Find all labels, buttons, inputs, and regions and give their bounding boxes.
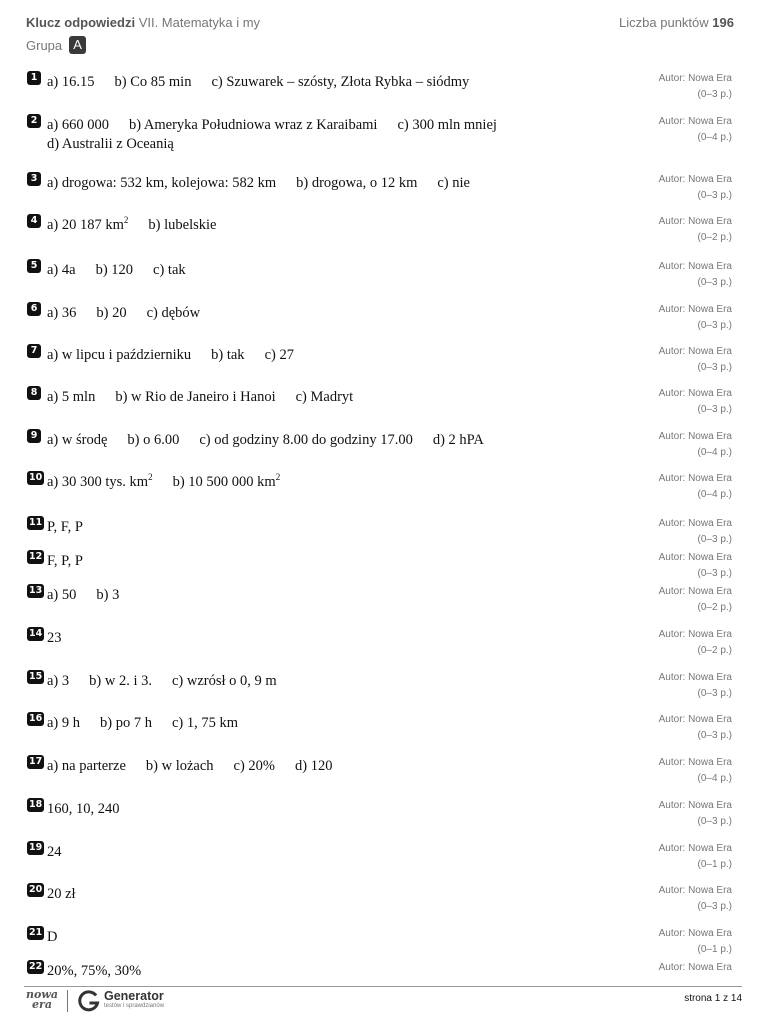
author-label: Autor: Nowa Era [658,518,732,529]
answer-text [47,885,602,904]
answer-part: c) wzrósł o 0, 9 m [171,673,277,689]
points-range: (0–3 p.) [697,362,732,373]
question-number-badge: 18 [29,799,43,810]
answer-text [47,800,602,819]
document-title-rest: VII. Matematyka i my [138,15,261,30]
question-number-badge: 12 [29,551,43,562]
answer-part: a) 50 [47,587,77,603]
answer-part: a) 20 187 $km^2$ [47,215,129,233]
answer-part: b) lubelskie [148,217,217,233]
answer-meta [592,798,732,830]
answer-part: b) w 2. i 3. [89,673,152,689]
points-range: (0–4 p.) [697,773,732,784]
author-label: Autor: Nowa Era [658,629,732,640]
answer-part: a) 5 mln [47,389,96,405]
answer-part: c) tak [153,262,186,278]
answer-part: c) Szuwarek – szósty, Złota Rybka – siódmy [211,74,470,90]
answer-part: a) 660 000 [47,117,110,133]
answer-meta [592,71,732,103]
question-number-badge: 17 [29,756,43,767]
generator-logo [104,990,164,1010]
answer-part: a) 3 [47,673,70,689]
answer-text [47,216,602,235]
answer-part: b) 10 500 000 $km^2$ [172,472,281,490]
answer-text [47,388,602,407]
answer-meta [592,584,732,616]
answer-text [47,586,602,605]
answer-meta [592,960,732,976]
question-number-badge: 7 [27,344,41,358]
points-range: (0–3 p.) [697,568,732,579]
answer-part: c) 300 mln mniej [397,117,497,133]
answer-text [47,552,602,571]
nowa-era-logo: nowa era [26,988,58,1011]
answer-text [47,518,602,537]
points-range: (0–3 p.) [697,816,732,827]
generator-logo-icon [77,989,101,1013]
points-label: Liczba punktów [619,15,709,30]
answer-meta [592,550,732,582]
points-range: (0–3 p.) [697,688,732,699]
answer-text [47,346,602,365]
author-label: Autor: Nowa Era [658,757,732,768]
answer-part: b) tak [211,347,245,363]
answer-part: b) Ameryka Południowa wraz z Karaibami [129,117,378,133]
question-number-badge: 13 [29,585,43,596]
answer-text [47,174,602,193]
points-value: 196 [712,15,734,30]
answer-part: c) Madryt [295,389,354,405]
question-number-badge: 15 [29,671,43,682]
group-label: Grupa [26,37,63,53]
question-number-badge: 5 [27,259,41,273]
author-label: Autor: Nowa Era [658,928,732,939]
points-range: (0–3 p.) [697,404,732,415]
author-label: Autor: Nowa Era [658,431,732,442]
document-title [26,15,260,30]
answer-part: a) 16.15 [47,74,95,90]
author-label: Autor: Nowa Era [658,672,732,683]
author-label: Autor: Nowa Era [658,843,732,854]
author-label: Autor: Nowa Era [658,388,732,399]
page-number: strona 1 z 14 [684,993,742,1004]
question-number-badge: 8 [27,386,41,400]
points-range: (0–4 p.) [697,489,732,500]
points-range: (0–1 p.) [697,859,732,870]
answer-part: 160, 10, 240 [47,801,120,817]
answer-text [47,431,602,450]
question-number-badge: 22 [29,961,43,972]
answer-part: d) Australii z Oceanią [47,136,174,152]
answer-part: d) 2 hPA [432,432,484,448]
answer-part: b) o 6.00 [127,432,180,448]
document-title-bold: Klucz odpowiedzi [26,15,136,30]
answer-text [47,473,602,492]
answer-part: b) w Rio de Janeiro i Hanoi [115,389,276,405]
answer-part: a) 4a [47,262,76,278]
question-number-badge: 11 [29,517,43,528]
points-range: (0–2 p.) [697,645,732,656]
answer-meta [592,516,732,548]
points-range: (0–3 p.) [697,89,732,100]
answer-part: a) na parterze [47,758,126,774]
answer-part: 23 [47,630,62,646]
answer-part: c) nie [437,175,470,191]
answer-meta [592,627,732,659]
points-range: (0–3 p.) [697,320,732,331]
answer-text [47,116,602,154]
points-summary [619,15,734,30]
author-label: Autor: Nowa Era [658,261,732,272]
points-range: (0–4 p.) [697,447,732,458]
author-label: Autor: Nowa Era [658,174,732,185]
question-number-badge: 21 [29,927,43,938]
author-label: Autor: Nowa Era [658,962,732,973]
group-indicator [26,36,86,54]
generator-logo-subtitle: testów i sprawdzianów [104,1003,165,1009]
answer-meta [592,429,732,461]
answer-text [47,261,602,280]
answer-meta [592,214,732,246]
answer-text [47,629,602,648]
points-range: (0–1 p.) [697,944,732,955]
answer-meta [592,302,732,334]
author-label: Autor: Nowa Era [658,800,732,811]
footer-divider [24,986,742,987]
question-number-badge: 3 [27,172,41,186]
answer-meta [592,670,732,702]
answer-part: a) 36 [47,305,77,321]
answer-part: P, F, P [47,519,83,535]
answer-meta [592,712,732,744]
answer-part: a) w środę [47,432,108,448]
answer-meta [592,841,732,873]
answer-meta [592,386,732,418]
answer-part: c) 27 [264,347,294,363]
answer-text [47,73,602,92]
author-label: Autor: Nowa Era [658,116,732,127]
answer-part: b) w lożach [145,758,214,774]
author-label: Autor: Nowa Era [658,73,732,84]
answer-part: a) 30 300 tys. $km^2$ [47,472,153,490]
question-number-badge: 14 [29,628,43,639]
answer-part: D [47,929,58,945]
group-badge: A [69,36,86,54]
points-range: (0–2 p.) [697,232,732,243]
footer-logo-separator [67,990,68,1012]
answer-meta [592,883,732,915]
author-label: Autor: Nowa Era [658,885,732,896]
author-label: Autor: Nowa Era [658,346,732,357]
question-number-badge: 1 [27,71,41,85]
points-range: (0–3 p.) [697,730,732,741]
answer-part: c) od godziny 8.00 do godziny 17.00 [199,432,413,448]
question-number-badge: 4 [27,214,41,228]
answer-part: c) 1, 75 km [171,715,239,731]
answer-meta [592,114,732,146]
author-label: Autor: Nowa Era [658,216,732,227]
answer-meta [592,755,732,787]
points-range: (0–3 p.) [697,534,732,545]
answer-part: 20 zł [47,886,76,902]
answer-meta [592,471,732,503]
points-range: (0–3 p.) [697,190,732,201]
answer-part: b) po 7 h [100,715,152,731]
answer-text [47,304,602,323]
points-range: (0–4 p.) [697,132,732,143]
author-label: Autor: Nowa Era [658,552,732,563]
answer-part: b) Co 85 min [114,74,192,90]
answer-part: c) dębów [146,305,201,321]
author-label: Autor: Nowa Era [658,473,732,484]
question-number-badge: 2 [27,114,41,128]
answer-part: b) 3 [96,587,120,603]
answer-part: a) 9 h [47,715,81,731]
generator-logo-title: Generator [104,989,164,1003]
answer-part: a) drogowa: 532 km, kolejowa: 582 km [47,175,277,191]
author-label: Autor: Nowa Era [658,714,732,725]
points-range: (0–2 p.) [697,602,732,613]
answer-meta [592,344,732,376]
answer-text [47,843,602,862]
answer-meta [592,172,732,204]
answer-part: b) 120 [95,262,134,278]
points-range: (0–3 p.) [697,901,732,912]
answer-text [47,757,602,776]
answer-part: a) w lipcu i październiku [47,347,192,363]
answer-part: b) drogowa, o 12 km [296,175,418,191]
answer-part: 20%, 75%, 30% [47,963,142,979]
author-label: Autor: Nowa Era [658,586,732,597]
answer-text [47,714,602,733]
answer-text [47,672,602,691]
question-number-badge: 9 [27,429,41,443]
answer-part: F, P, P [47,553,83,569]
question-number-badge: 6 [27,302,41,316]
question-number-badge: 16 [29,713,43,724]
question-number-badge: 10 [29,472,43,483]
answer-part: 24 [47,844,62,860]
answer-part: d) 120 [295,758,333,774]
answer-meta [592,259,732,291]
answer-part: b) 20 [96,305,127,321]
question-number-badge: 20 [29,884,43,895]
points-range: (0–3 p.) [697,277,732,288]
author-label: Autor: Nowa Era [658,304,732,315]
answer-meta [592,926,732,958]
question-number-badge: 19 [29,842,43,853]
answer-part: c) 20% [233,758,275,774]
answer-text [47,928,602,947]
answer-text [47,962,602,981]
